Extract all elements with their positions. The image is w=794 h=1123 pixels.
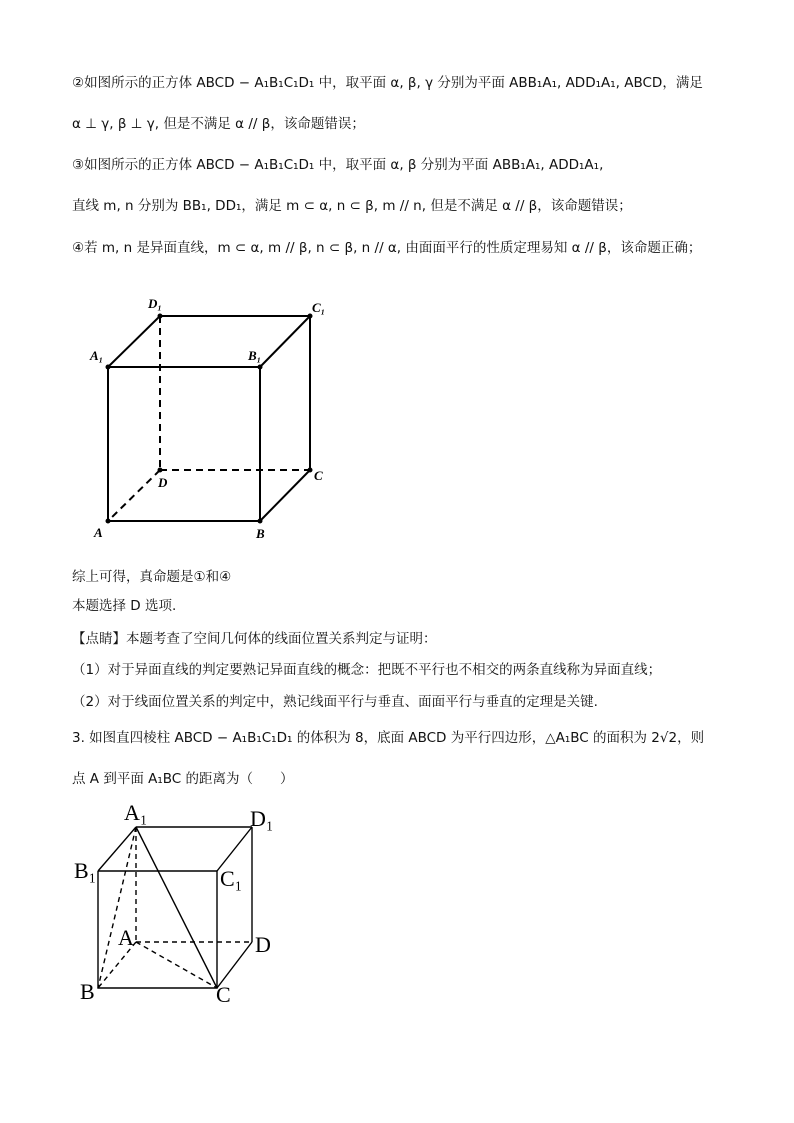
paragraph-3-line-2: 直线 m, n 分别为 BB₁, DD₁，满足 m ⊂ α, n ⊂ β, m // n, 但是不满足 α // β，该命题错误； [72, 198, 632, 214]
label-d: D [158, 475, 168, 490]
label-c1: C₁ [312, 300, 326, 315]
label-d1: D₁ [148, 296, 162, 311]
label-a: A [94, 525, 103, 540]
label-d1: D₁ [250, 806, 274, 831]
label-b: B [80, 979, 95, 1004]
label-b1: B₁ [248, 348, 262, 363]
dianjing-point-1: （1）对于异面直线的判定要熟记异面直线的概念：把既不平行也不相交的两条直线称为异面直线； [72, 662, 662, 678]
label-a1: A₁ [90, 348, 104, 363]
label-c1: C₁ [220, 866, 243, 891]
label-d: D [255, 932, 271, 957]
prism-figure-2 [70, 800, 290, 1010]
label-c: C [216, 982, 231, 1007]
paragraph-2-line-2: α ⊥ γ, β ⊥ γ, 但是不满足 α // β，该命题错误； [72, 116, 365, 132]
conclusion: 综上可得，真命题是①和④ [72, 569, 232, 585]
label-b: B [256, 526, 265, 541]
cube-figure-1 [80, 290, 340, 550]
paragraph-2-line-1: ②如图所示的正方体 ABCD − A₁B₁C₁D₁ 中，取平面 α, β, γ 分别为平面 ABB₁A₁, ADD₁A₁, ABCD，满足 [72, 75, 703, 91]
paragraph-3-line-1: ③如图所示的正方体 ABCD − A₁B₁C₁D₁ 中，取平面 α, β 分别为平面 ABB₁A₁, ADD₁A₁, [72, 157, 604, 173]
dianjing-title: 【点睛】本题考查了空间几何体的线面位置关系判定与证明： [72, 631, 437, 647]
label-c: C [314, 468, 323, 483]
question-3-line-2: 点 A 到平面 A₁BC 的距离为（ ） [72, 771, 294, 787]
question-3-line-1: 3. 如图直四棱柱 ABCD − A₁B₁C₁D₁ 的体积为 8，底面 ABCD 为平行四边形，△A₁BC 的面积为 2√2，则 [72, 730, 705, 746]
choice: 本题选择 D 选项. [72, 598, 177, 614]
dianjing-point-2: （2）对于线面位置关系的判定中，熟记线面平行与垂直、面面平行与垂直的定理是关键. [72, 694, 598, 710]
paragraph-4-line-1: ④若 m, n 是异面直线，m ⊂ α, m // β, n ⊂ β, n // α, 由面面平行的性质定理易知 α // β，该命题正确； [72, 240, 702, 256]
label-b1: B₁ [74, 858, 97, 883]
label-a1: A₁ [124, 800, 148, 825]
label-a: A [118, 925, 134, 950]
